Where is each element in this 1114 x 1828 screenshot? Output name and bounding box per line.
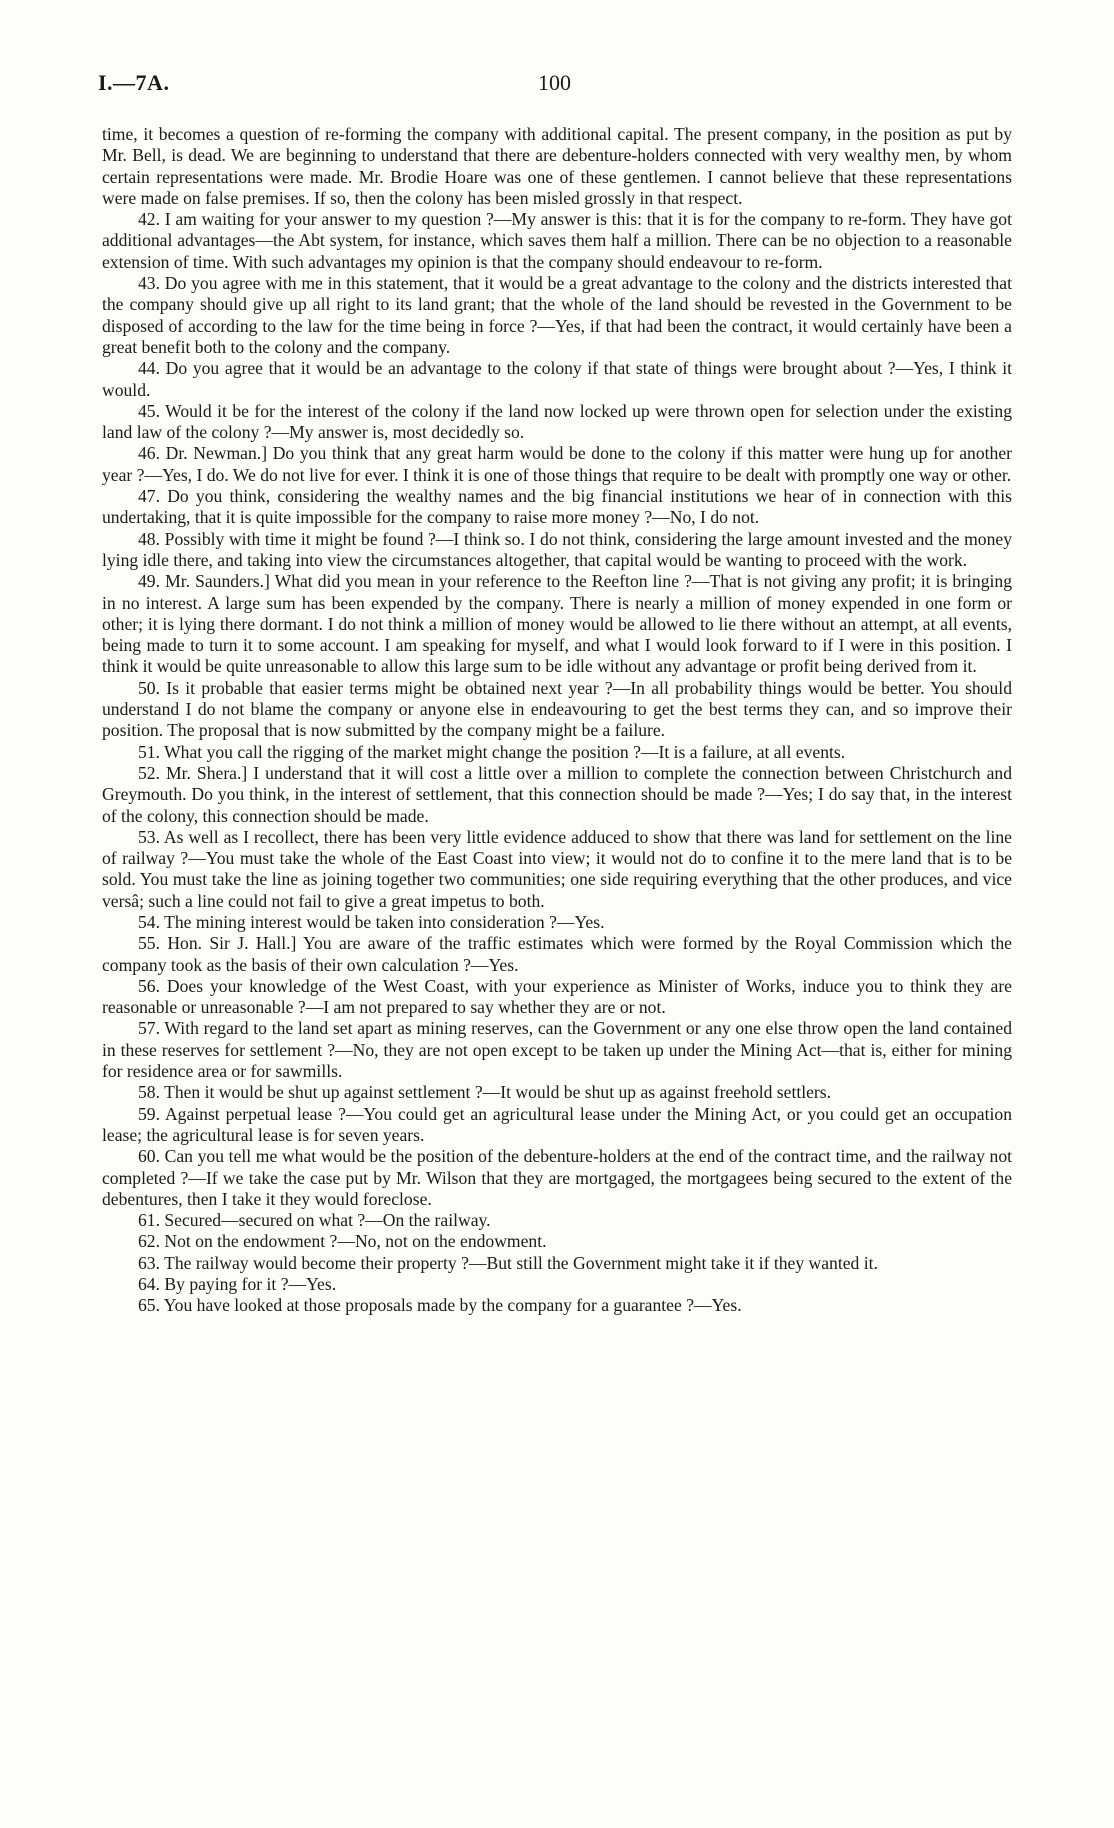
paragraph-continued: time, it becomes a question of re-forming the company with additional capital. The present company, in the position as put by Mr. Bell, is dead. We are beginning to understand that there are debenture-holders connected with very wealthy men, by whom certain representations were made. Mr. Brodie Hoare was one of these gentlemen. I cannot believe that these representations were made on false premises. If so, then the colony has been misled grossly in that respect. xyxy=(102,124,1012,208)
paragraph-q50: 50. Is it probable that easier terms might be obtained next year ?—In all probability things would be better. You should understand I do not blame the company or anyone else in endeavouring to get the best terms they can, and so improve their position. The proposal that is now submitted by the company might be a failure. xyxy=(102,677,1012,741)
paragraph-q53: 53. As well as I recollect, there has been very little evidence adduced to show that there was land for settlement on the line of railway ?—You must take the whole of the East Coast into view; it would not do to confine it to the mere land that is to be sold. You must take the line as joining together two communities; one side requiring everything that the other produces, and vice versâ; such a line could not fail to give a great impetus to both. xyxy=(102,826,1012,911)
paragraph-q55: 55. Hon. Sir J. Hall.] You are aware of the traffic estimates which were formed by the Royal Commission which the company took as the basis of their own calculation ?—Yes. xyxy=(102,933,1012,975)
paragraph-q48: 48. Possibly with time it might be found ?—I think so. I do not think, considering the large amount invested and the money lying idle there, and taking into view the circumstances altogether, that capital would be wanting to proceed with the work. xyxy=(102,528,1012,570)
paragraph-q61: 61. Secured—secured on what ?—On the railway. xyxy=(138,1210,491,1231)
paragraph-q56: 56. Does your knowledge of the West Coast, with your experience as Minister of Works, induce you to think they are reasonable or unreasonable ?—I am not prepared to say whether they are or not. xyxy=(102,975,1012,1018)
paragraph-q58: 58. Then it would be shut up against settlement ?—It would be shut up as against freehold settlers. xyxy=(138,1082,832,1103)
paragraph-q57: 57. With regard to the land set apart as mining reserves, can the Government or any one else throw open the land contained in these reserves for settlement ?—No, they are not open except to be taken up under the Mining Act—that is, either for mining for residence area or for sawmills. xyxy=(102,1018,1012,1082)
paragraph-q46: 46. Dr. Newman.] Do you think that any great harm would be done to the colony if this matter were hung up for another year ?—Yes, I do. We do not live for ever. I think it is one of those things that require to be dealt with promptly one way or other. xyxy=(102,443,1012,485)
paragraph-q52: 52. Mr. Shera.] I understand that it will cost a little over a million to complete the connection between Christchurch and Greymouth. Do you think, in the interest of settlement, that this connection should be made ?—Yes; I do say that, in the interest of the colony, this connection should be made. xyxy=(102,762,1012,826)
paragraph-q42: 42. I am waiting for your answer to my question ?—My answer is this: that it is for the company to re-form. They have got additional advantages—the Abt system, for instance, which saves them half a million. There can be no objection to a reasonable extension of time. With such advantages my opinion is that the company should endeavour to re-form. xyxy=(102,209,1012,272)
paragraph-q64: 64. By paying for it ?—Yes. xyxy=(138,1274,337,1295)
page-header xyxy=(98,70,1018,104)
paragraph-q49: 49. Mr. Saunders.] What did you mean in your reference to the Reefton line ?—That is not giving any profit; it is bringing in no interest. A large sum has been expended by the company. There is nearly a million of money expended in one form or other; it is lying there dormant. I do not think a million of money would be allowed to lie there without an attempt, at all events, being made to turn it to some account. I am speaking for myself, and what I would look forward to if I were in this position. I think it would be quite unreasonable to allow this large sum to be idle without any advantage or profit being derived from it. xyxy=(102,571,1012,677)
paragraph-q63: 63. The railway would become their property ?—But still the Government might take it if they wanted it. xyxy=(138,1252,878,1273)
paragraph-q47: 47. Do you think, considering the wealthy names and the big financial institutions we hear of in connection with this undertaking, that it is quite impossible for the company to raise more money ?—No, I do not. xyxy=(102,486,1012,528)
paragraph-q43: 43. Do you agree with me in this statement, that it would be a great advantage to the colony and the districts interested that the company should give up all right to its land grant; that the whole of the land should be revested in the Government to be disposed of according to the law for the time being in force ?—Yes, if that had been the contract, it would certainly have been a great benefit both to the colony and the company. xyxy=(102,273,1012,357)
paragraph-q54: 54. The mining interest would be taken into consideration ?—Yes. xyxy=(138,911,605,932)
paragraph-q65: 65. You have looked at those proposals made by the company for a guarantee ?—Yes. xyxy=(138,1295,742,1316)
paragraph-q44: 44. Do you agree that it would be an advantage to the colony if that state of things were brought about ?—Yes, I think it would. xyxy=(102,358,1012,400)
paragraph-q59: 59. Against perpetual lease ?—You could get an agricultural lease under the Mining Act, or you could get an occupation lease; the agricultural lease is for seven years. xyxy=(102,1103,1012,1145)
paragraph-q62: 62. Not on the endowment ?—No, not on the endowment. xyxy=(138,1231,547,1252)
paragraph-q60: 60. Can you tell me what would be the position of the debenture-holders at the end of the contract time, and the railway not completed ?—If we take the case put by Mr. Wilson that they are mortgaged, the mortgagees being secured to the extent of the debentures, then I take it they would foreclose. xyxy=(102,1146,1012,1209)
paragraph-q51: 51. What you call the rigging of the market might change the position ?—It is a failure, at all events. xyxy=(138,741,846,762)
document-reference: I.—7A. xyxy=(98,70,170,95)
evidence-text xyxy=(102,124,1012,1317)
page-number: 100 xyxy=(538,70,571,95)
paragraph-q45: 45. Would it be for the interest of the colony if the land now locked up were thrown open for selection under the existing land law of the colony ?—My answer is, most decidedly so. xyxy=(102,400,1012,443)
